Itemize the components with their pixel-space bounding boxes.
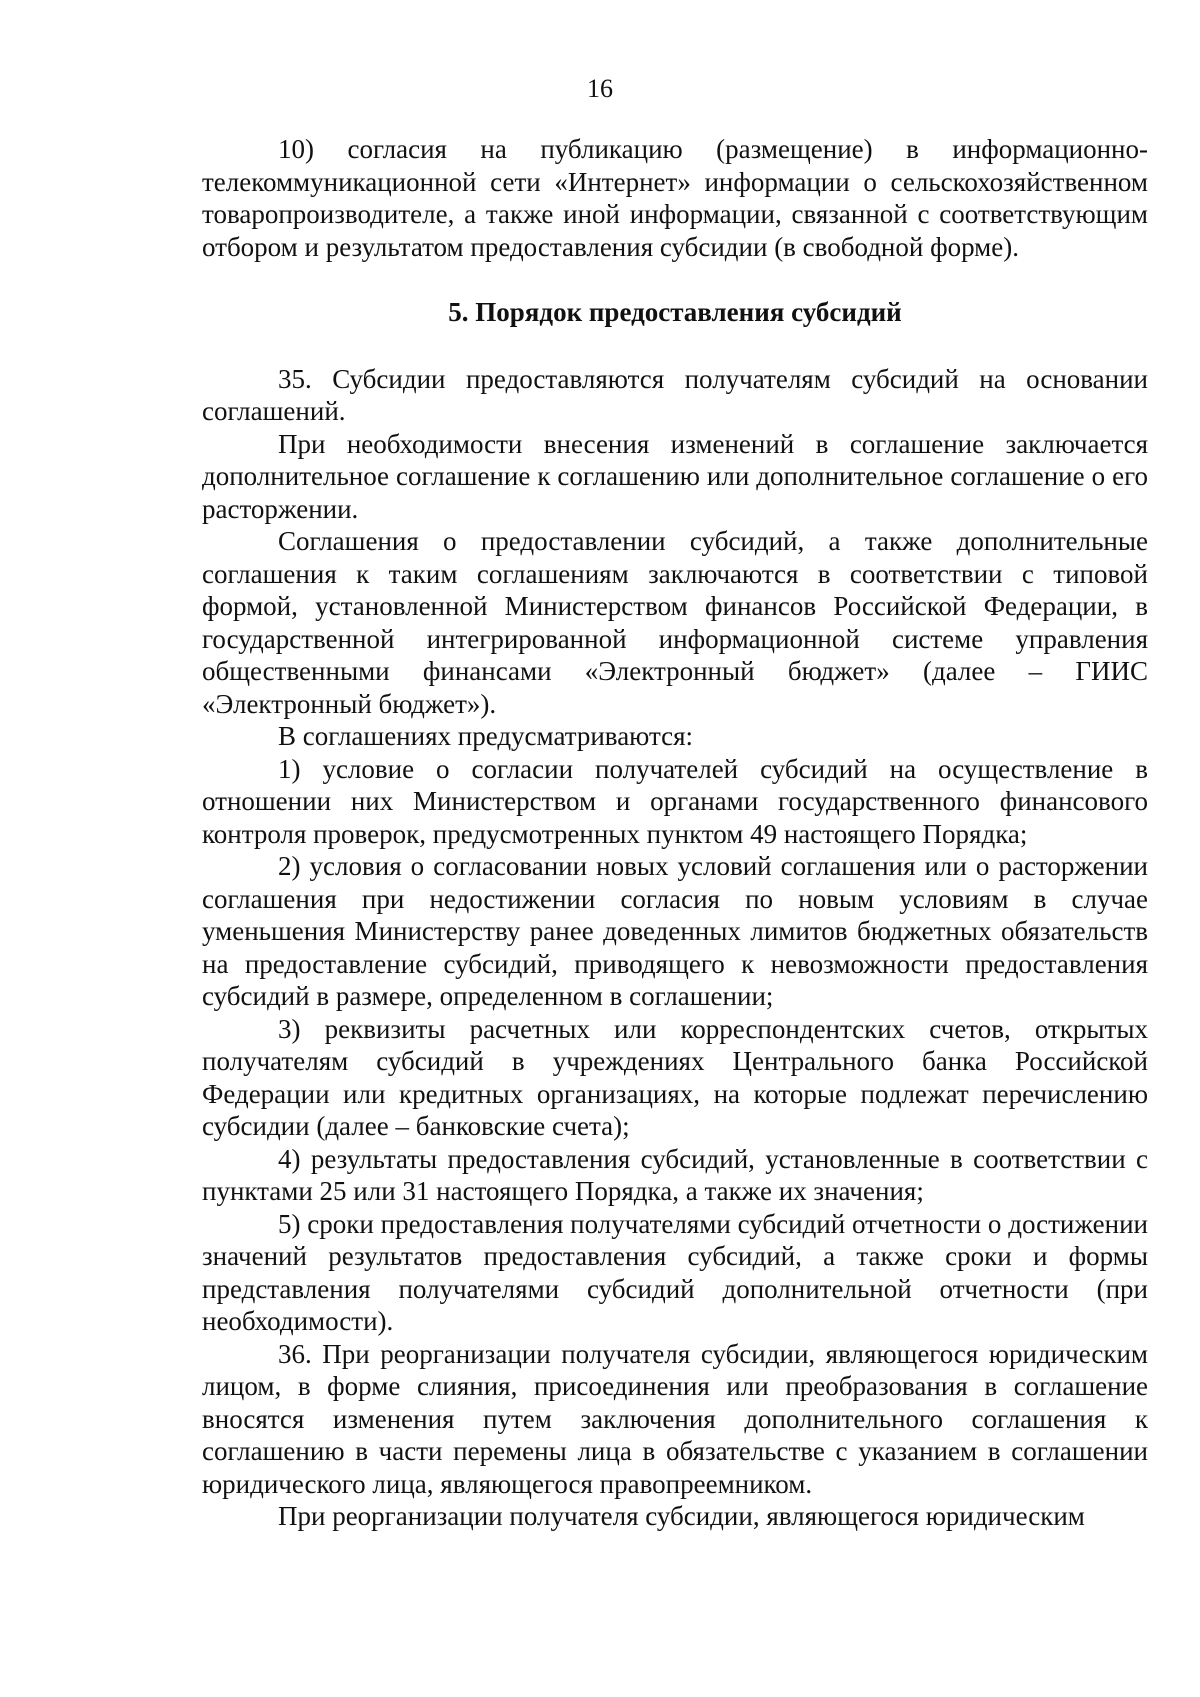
paragraph-item-10: 10) согласия на публикацию (размещение) в информационно-телекоммуникационной сети «Интернет» информации о сельскохозяйственном товаропроизводителе, а также иной информации, связанной с соответствующим отбором и результатом предоставления субсидии (в свободной форме). <box>202 134 1148 262</box>
list-item-3: 3) реквизиты расчетных или корреспондентских счетов, открытых получателям субсидий в учреждениях Центрального банка Российской Федерации или кредитных организациях, на которые подлежат перечислению субсидии (далее – банковские счета); <box>202 1013 1148 1141</box>
paragraph-agreements-provide: В соглашениях предусматриваются: <box>278 721 694 751</box>
paragraph-amendments: При необходимости внесения изменений в соглашение заключается дополнительное соглашение к соглашению или дополнительное соглашение о его расторжении. <box>202 428 1148 524</box>
list-item-4: 4) результаты предоставления субсидий, установленные в соответствии с пунктами 25 или 31 настоящего Порядка, а также их значения; <box>202 1143 1148 1206</box>
list-item-1: 1) условие о согласии получателей субсидий на осуществление в отношении них Министерством и органами государственного финансового контроля проверок, предусмотренных пунктом 49 настоящего Порядка; <box>202 753 1148 849</box>
paragraph-agreements-form: Соглашения о предоставлении субсидий, а также дополнительные соглашения к таким соглашениям заключаются в соответствии с типовой формой, установленной Министерством финансов Российской Федерации, в государственной интегрированной информационной системе управления общественными финансами «Электронный бюджет» (далее – ГИИС «Электронный бюджет»). <box>202 526 1148 719</box>
paragraph-36: 36. При реорганизации получателя субсидии, являющегося юридическим лицом, в форме слияния, присоединения или преобразования в соглашение вносятся изменения путем заключения дополнительного соглашения к соглашению в части перемены лица в обязательстве с указанием в соглашении юридического лица, являющегося правопреемником. <box>202 1338 1148 1499</box>
page-number: 16 <box>587 74 613 103</box>
paragraph-35: 35. Субсидии предоставляются получателям субсидий на основании соглашений. <box>202 363 1148 426</box>
section-heading: 5. Порядок предоставления субсидий <box>448 297 902 327</box>
list-item-5: 5) сроки предоставления получателями субсидий отчетности о достижении значений результатов предоставления субсидий, а также сроки и формы представления получателями субсидий дополнительной отчетности (при необходимости). <box>202 1208 1148 1336</box>
paragraph-reorganization-cont: При реорганизации получателя субсидии, являющегося юридическим <box>278 1501 1085 1531</box>
document-body <box>202 133 1148 1533</box>
list-item-2: 2) условия о согласовании новых условий соглашения или о расторжении соглашения при недостижении согласия по новым условиям в случае уменьшения Министерству ранее доведенных лимитов бюджетных обязательств на предоставление субсидий, приводящего к невозможности предоставления субсидий в размере, определенном в соглашении; <box>202 851 1148 1011</box>
